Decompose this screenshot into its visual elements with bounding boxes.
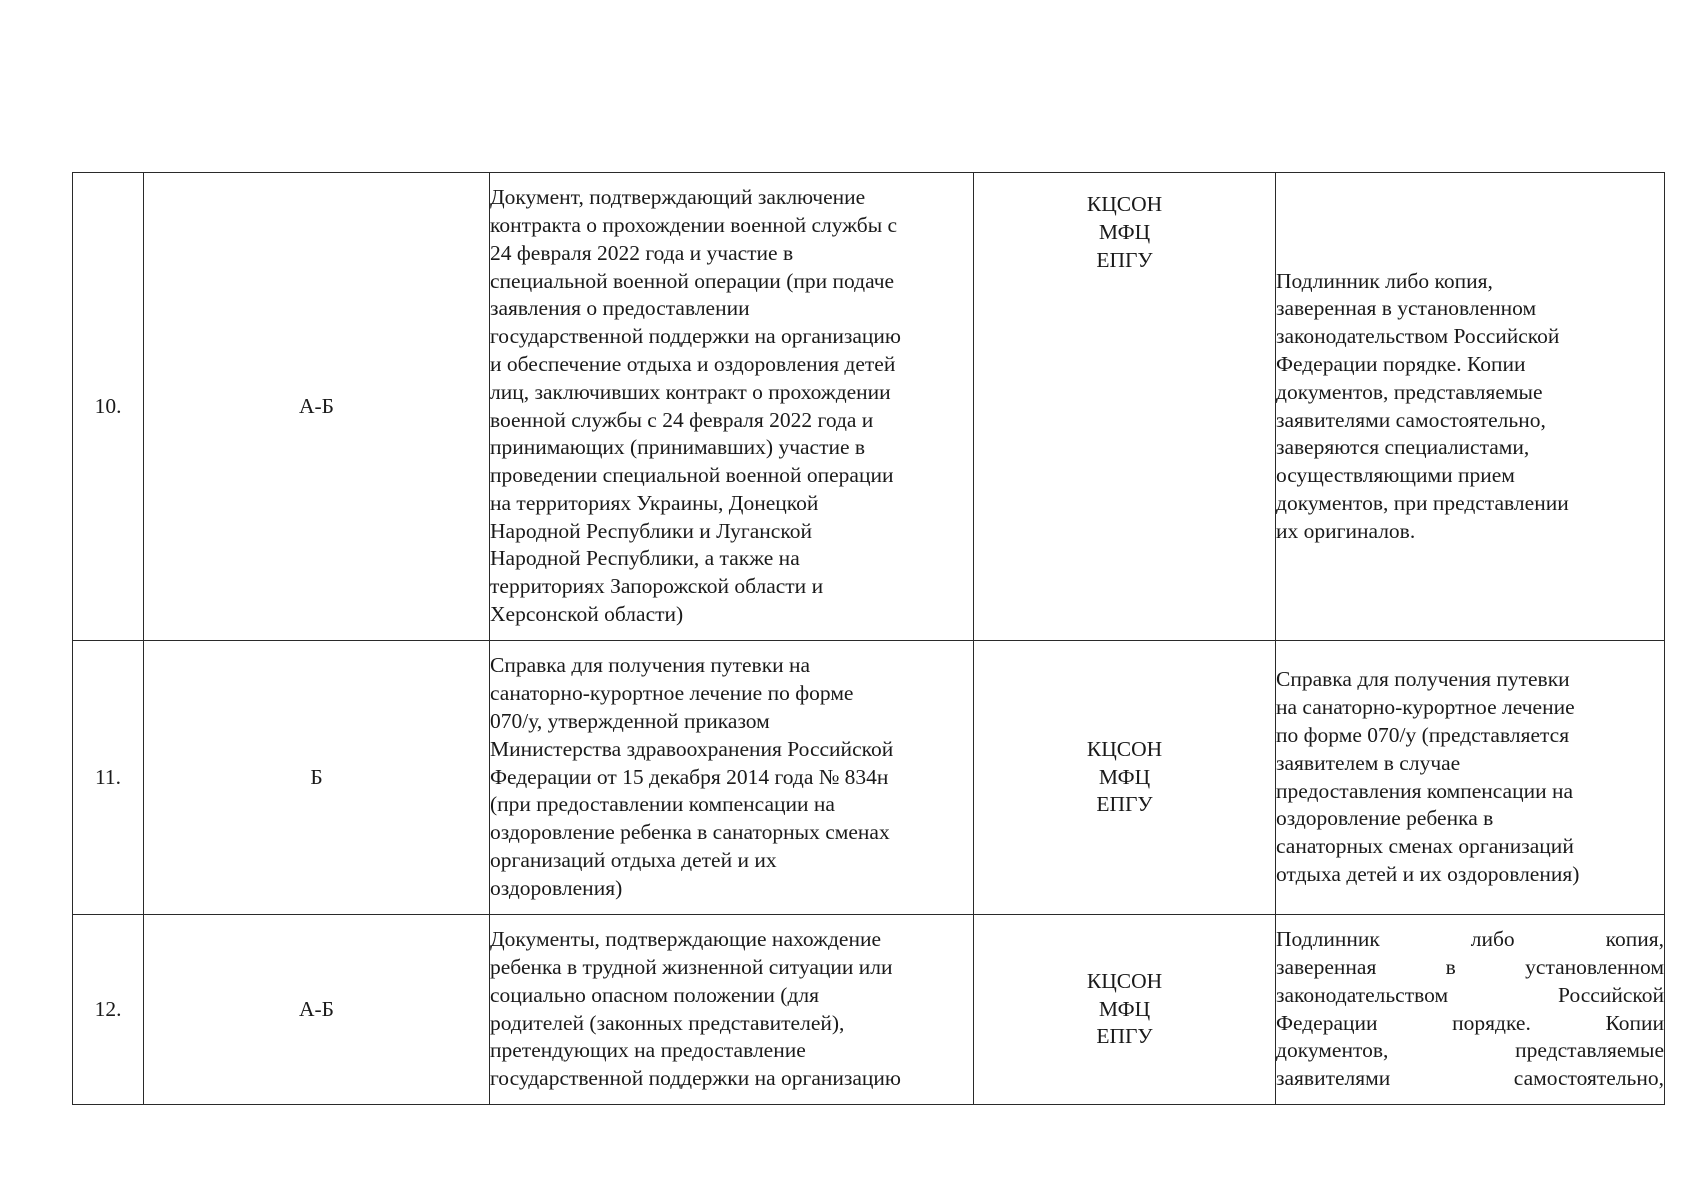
place-epgu: ЕПГУ (1096, 792, 1153, 817)
text-line: законодательством Российской (1276, 982, 1664, 1007)
text-line: претендующих на предоставление (490, 1038, 806, 1063)
text-line: лиц, заключивших контракт о прохождении (490, 379, 891, 404)
text-line: оздоровление ребенка в санаторных сменах (490, 820, 890, 845)
text-line: Херсонской области) (490, 602, 684, 627)
submission-places (974, 915, 1276, 1105)
document-description (490, 641, 974, 915)
text-line: оздоровления) (490, 875, 623, 900)
text-line: Народной Республики, а также на (490, 546, 800, 571)
text-line: заверенная в установленном (1276, 296, 1537, 321)
text-line: заверенная в установленном (1276, 954, 1664, 979)
text-line: 070/у, утвержденной приказом (490, 709, 770, 733)
document-description (490, 915, 974, 1105)
submission-note (1276, 641, 1665, 915)
text-line: Министерства здравоохранения Российской (490, 736, 894, 761)
text-line: организаций отдыха детей и их (490, 847, 777, 872)
place-kcson: КЦСОН (1086, 192, 1163, 216)
text-line: Федерации порядке. Копии (1276, 351, 1526, 376)
place-kcson: КЦСОН (1086, 968, 1163, 993)
text-line: документов, представляемые (1276, 379, 1543, 404)
text-line: заявления о предоставлении (490, 296, 750, 321)
text-line: на санаторно-курортное лечение (1276, 695, 1575, 720)
text-line: государственной поддержки на организацию (490, 1066, 901, 1091)
submission-places (974, 173, 1276, 641)
text-line: санаторно-курортное лечение по форме (490, 681, 854, 706)
text-line: Документы, подтверждающие нахождение (490, 927, 882, 952)
document-description (490, 173, 974, 641)
text-line: специальной военной операции (при подаче (490, 268, 895, 293)
place-mfc: МФЦ (1098, 764, 1151, 789)
text-line: заявителем в случае (1276, 750, 1461, 775)
text-line: осуществляющими прием (1276, 463, 1515, 488)
row-number: 11. (73, 641, 144, 915)
text-line: территориях Запорожской области и (490, 574, 824, 599)
text-line: контракта о прохождении военной службы с (490, 212, 898, 237)
text-line: Федерации порядке. Копии (1276, 1010, 1664, 1035)
row-category: А-Б (144, 915, 490, 1105)
text-line: (при предоставлении компенсации на (490, 792, 835, 817)
text-line: законодательством Российской (1276, 324, 1560, 349)
text-line: санаторных сменах организаций (1276, 834, 1574, 859)
text-line: родителей (законных представителей), (490, 1010, 845, 1035)
place-mfc: МФЦ (1098, 996, 1151, 1021)
documents-table (72, 172, 1665, 1105)
text-line: на территориях Украины, Донецкой (490, 490, 819, 515)
table-row (73, 173, 1665, 641)
text-line: Народной Республики и Луганской (490, 518, 812, 543)
table-row (73, 641, 1665, 915)
text-line: заявителями самостоятельно, (1276, 407, 1546, 432)
place-epgu: ЕПГУ (1096, 1024, 1153, 1049)
text-line: военной службы с 24 февраля 2022 года и (490, 407, 874, 432)
text-line: проведении специальной военной операции (490, 463, 894, 488)
text-line: государственной поддержки на организацию (490, 324, 901, 349)
text-line: принимающих (принимавших) участие в (490, 435, 866, 460)
text-line: социально опасном положении (для (490, 982, 820, 1007)
text-line: по форме 070/у (представляется (1276, 722, 1570, 747)
table-row (73, 915, 1665, 1105)
submission-places (974, 641, 1276, 915)
text-line: и обеспечение отдыха и оздоровления детей (490, 351, 896, 376)
submission-note (1276, 915, 1665, 1105)
submission-note (1276, 173, 1665, 641)
row-category: А-Б (144, 173, 490, 641)
text-line: отдыха детей и их оздоровления) (1276, 861, 1580, 886)
text-line: ребенка в трудной жизненной ситуации или (490, 954, 893, 979)
row-number: 12. (73, 915, 144, 1105)
text-line: документов, представляемые (1276, 1038, 1664, 1063)
text-line: Документ, подтверждающий заключение (490, 185, 866, 210)
text-line: Подлинник либо копия, (1276, 927, 1664, 952)
place-mfc: МФЦ (1098, 219, 1151, 244)
text-line: заявителями самостоятельно, (1276, 1066, 1664, 1091)
text-line: их оригиналов. (1276, 518, 1416, 543)
text-line: предоставления компенсации на (1276, 778, 1574, 803)
text-line: 24 февраля 2022 года и участие в (490, 240, 794, 265)
text-line: Справка для получения путевки (1276, 667, 1570, 692)
text-line: заверяются специалистами, (1276, 435, 1530, 460)
row-number: 10. (73, 173, 144, 641)
text-line: документов, при представлении (1276, 490, 1569, 515)
text-line: Справка для получения путевки на (490, 653, 811, 678)
place-epgu: ЕПГУ (1096, 247, 1153, 272)
text-line: Федерации от 15 декабря 2014 года № 834н (490, 764, 889, 789)
row-category: Б (144, 641, 490, 915)
text-line: Подлинник либо копия, (1276, 268, 1493, 293)
place-kcson: КЦСОН (1086, 736, 1163, 761)
text-line: оздоровление ребенка в (1276, 806, 1494, 831)
